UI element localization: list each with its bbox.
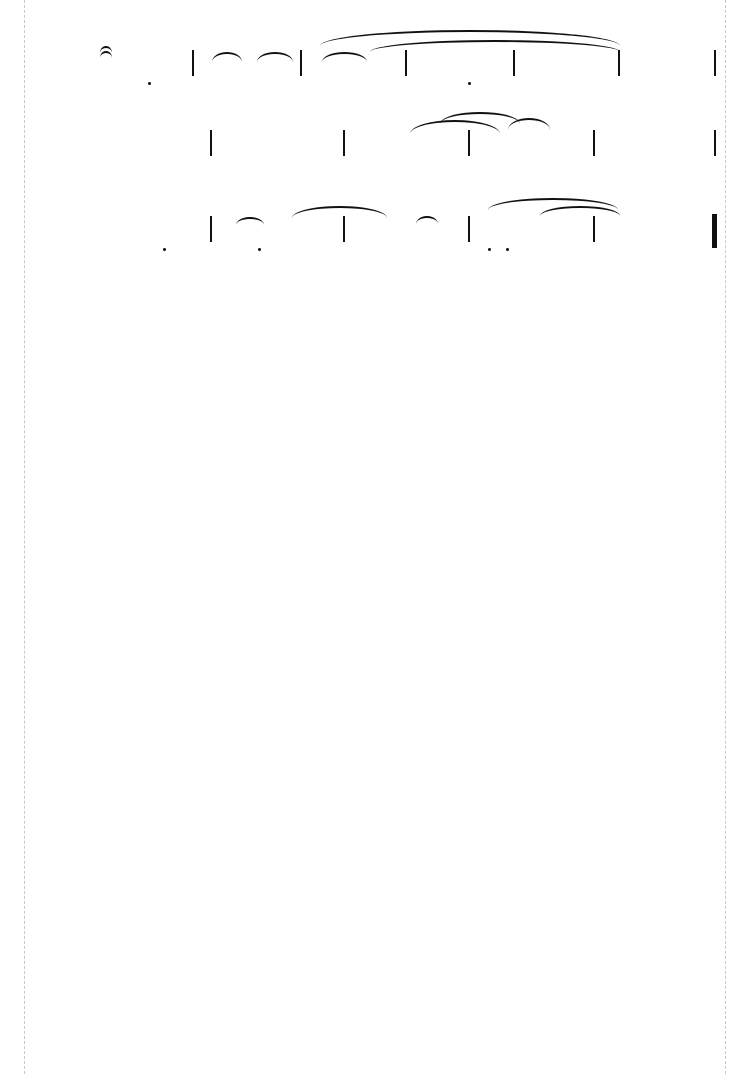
- slur: [416, 216, 438, 224]
- barline: [343, 130, 345, 156]
- barline: [593, 216, 595, 242]
- jianpu-score: [0, 0, 750, 275]
- scene-title: [295, 942, 475, 966]
- slur: [236, 217, 264, 225]
- barline: [513, 50, 515, 76]
- barline: [343, 216, 345, 242]
- barline: [405, 50, 407, 76]
- barline: [210, 216, 212, 242]
- barline: [714, 130, 716, 156]
- low-dot: [506, 248, 509, 251]
- barline: [468, 130, 470, 156]
- slur: [257, 52, 293, 62]
- final-barline: [712, 214, 717, 248]
- low-dot: [163, 248, 166, 251]
- barline: [210, 130, 212, 156]
- barline: [714, 50, 716, 76]
- slur: [292, 206, 387, 218]
- slur: [212, 52, 242, 62]
- slur: [100, 51, 112, 58]
- barline: [593, 130, 595, 156]
- barline: [618, 50, 620, 76]
- low-dot: [468, 82, 471, 85]
- low-dot: [258, 248, 261, 251]
- barline: [300, 50, 302, 76]
- slur: [440, 112, 520, 124]
- barline: [468, 216, 470, 242]
- low-dot: [148, 82, 151, 85]
- barline: [192, 50, 194, 76]
- role-name: [32, 1020, 102, 1036]
- low-dot: [488, 248, 491, 251]
- slur: [322, 52, 367, 62]
